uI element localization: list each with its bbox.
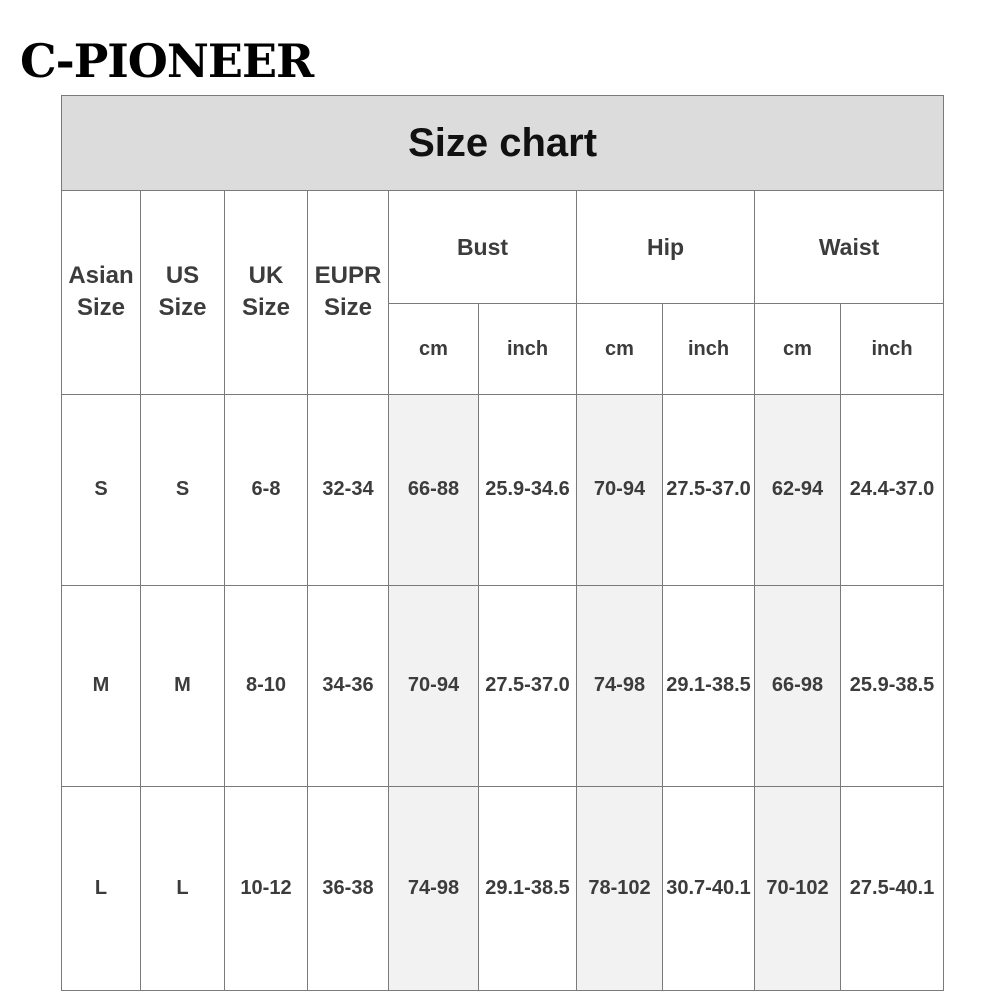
header-bust: Bust	[389, 191, 577, 304]
cell-eupr-size: 36-38	[308, 786, 389, 991]
cell-hip-cm: 78-102	[577, 786, 663, 991]
cell-uk-size: 8-10	[225, 586, 308, 786]
cell-us-size: M	[141, 586, 225, 786]
cell-bust-cm: 66-88	[389, 394, 479, 585]
cell-us-size: L	[141, 786, 225, 991]
cell-bust-cm: 70-94	[389, 586, 479, 786]
cell-bust-inch: 25.9-34.6	[479, 394, 577, 585]
header-eupr-size: EUPR Size	[308, 191, 389, 394]
header-bust-inch: inch	[479, 304, 577, 394]
cell-uk-size: 6-8	[225, 394, 308, 585]
table-row	[62, 786, 944, 991]
header-bust-cm: cm	[389, 304, 479, 394]
header-us-size: US Size	[141, 191, 225, 394]
cell-eupr-size: 34-36	[308, 586, 389, 786]
cell-bust-cm: 74-98	[389, 786, 479, 991]
cell-waist-cm: 66-98	[755, 586, 841, 786]
cell-waist-inch: 25.9-38.5	[841, 586, 944, 786]
cell-eupr-size: 32-34	[308, 394, 389, 585]
header-hip-cm: cm	[577, 304, 663, 394]
header-uk-size: UK Size	[225, 191, 308, 394]
cell-us-size: S	[141, 394, 225, 585]
cell-hip-cm: 74-98	[577, 586, 663, 786]
header-waist-cm: cm	[755, 304, 841, 394]
cell-waist-inch: 24.4-37.0	[841, 394, 944, 585]
cell-bust-inch: 29.1-38.5	[479, 786, 577, 991]
cell-hip-cm: 70-94	[577, 394, 663, 585]
cell-hip-inch: 29.1-38.5	[663, 586, 755, 786]
header-hip: Hip	[577, 191, 755, 304]
chart-title: Size chart	[62, 96, 944, 191]
brand-logo: C-PIONEER	[20, 34, 314, 88]
size-chart-table	[61, 95, 944, 991]
header-asian-size: Asian Size	[62, 191, 141, 394]
header-waist: Waist	[755, 191, 944, 304]
cell-hip-inch: 30.7-40.1	[663, 786, 755, 991]
table-row	[62, 586, 944, 786]
cell-bust-inch: 27.5-37.0	[479, 586, 577, 786]
table-row	[62, 394, 944, 585]
cell-waist-cm: 70-102	[755, 786, 841, 991]
cell-hip-inch: 27.5-37.0	[663, 394, 755, 585]
cell-waist-cm: 62-94	[755, 394, 841, 585]
cell-uk-size: 10-12	[225, 786, 308, 991]
cell-asian-size: L	[62, 786, 141, 991]
cell-asian-size: S	[62, 394, 141, 585]
header-waist-inch: inch	[841, 304, 944, 394]
header-hip-inch: inch	[663, 304, 755, 394]
cell-waist-inch: 27.5-40.1	[841, 786, 944, 991]
cell-asian-size: M	[62, 586, 141, 786]
